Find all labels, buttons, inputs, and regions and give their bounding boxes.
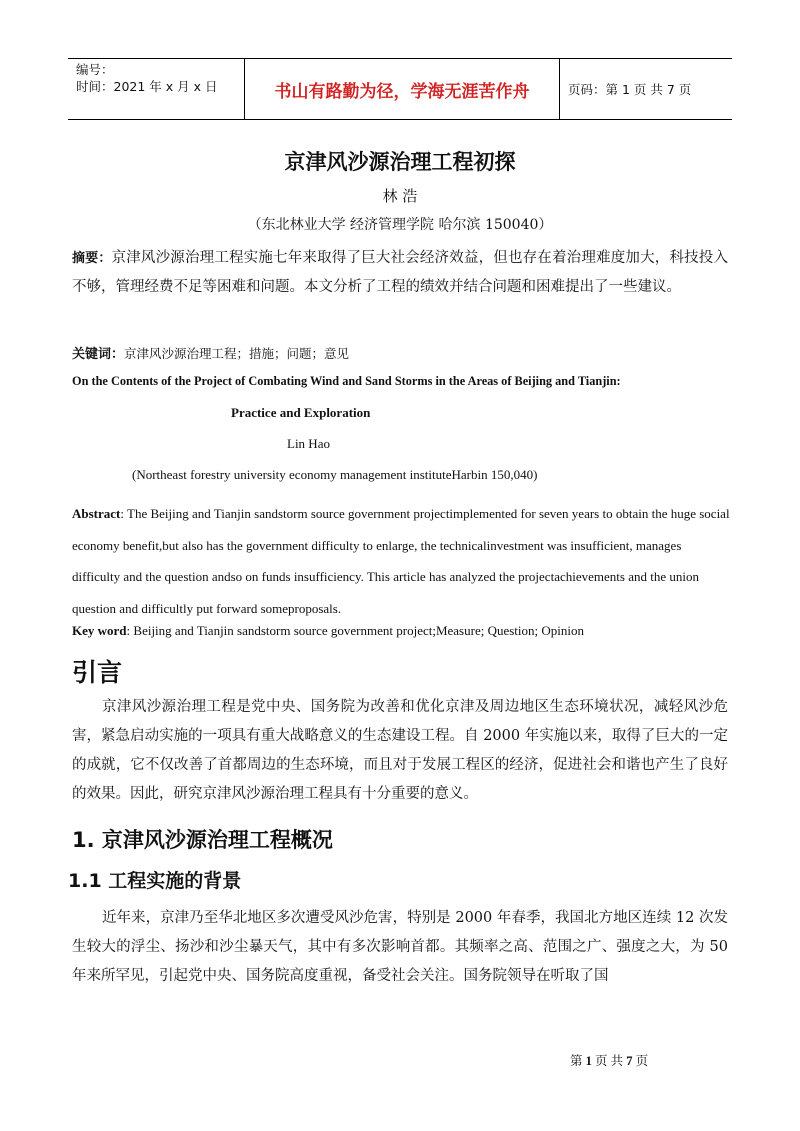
affiliation: （东北林业大学 经济管理学院 哈尔滨 150040）: [247, 217, 553, 233]
english-affiliation: (Northeast forestry university economy management instituteHarbin 150,040): [132, 467, 538, 482]
header-page-info: 页码：第 1 页 共 7 页: [568, 82, 692, 97]
keywords-en-text: : Beijing and Tianjin sandstorm source government project;Measure; Question; Opinion: [126, 623, 584, 638]
intro-heading: 引言: [72, 658, 123, 687]
abstract-cn-label: 摘要：: [72, 251, 112, 266]
section1-heading: 1. 京津风沙源治理工程概况: [72, 828, 333, 852]
keywords-en: [72, 623, 584, 639]
keywords-cn: [72, 343, 728, 362]
header-motto: 书山有路勤为径，学海无涯苦作舟: [244, 59, 560, 119]
intro-paragraph: 京津风沙源治理工程是党中央、国务院为改善和优化京津及周边地区生态环境状况，减轻风沙危害，紧急启动实施的一项具有重大战略意义的生态建设工程。自 2000 年实施以来，取得了巨大的一定的成就，它不仅改善了首都周边的生态环境，而且对于发展工程区的经济，促进社会和谐也产生了良好的效果。因此，研究京津风沙源治理工程具有十分重要的意义。: [72, 699, 728, 802]
page-header: [68, 58, 732, 120]
keywords-cn-label: 关键词：: [72, 347, 125, 362]
abstract-en: [72, 498, 732, 624]
header-number-label: 编号：: [76, 62, 114, 77]
keywords-en-label: Key word: [72, 623, 127, 638]
english-title-line1: On the Contents of the Project of Combating Wind and Sand Storms in the Areas of Beijing and Tianjin:: [72, 374, 621, 388]
abstract-cn-text: 京津风沙源治理工程实施七年来取得了巨大社会经济效益，但也存在着治理难度加大，科技投入不够，管理经费不足等困难和问题。本文分析了工程的绩效并结合问题和困难提出了一些建议。: [72, 250, 728, 295]
english-title-line2: Practice and Exploration: [231, 405, 371, 420]
footer-suffix: 页: [632, 1054, 649, 1068]
footer-prefix: 第: [570, 1054, 586, 1068]
footer-total-pages: 7: [626, 1054, 633, 1068]
footer-middle: 页 共: [591, 1054, 627, 1068]
header-meta: [68, 59, 244, 119]
footer-page-number: 1: [585, 1054, 592, 1068]
author: 林 浩: [382, 187, 418, 205]
page-footer: [570, 1051, 648, 1069]
abstract-en-label: Abstract: [72, 506, 121, 521]
section1-1-paragraph: 近年来，京津乃至华北地区多次遭受风沙危害，特别是 2000 年春季，我国北方地区连续 12 次发生较大的浮尘、扬沙和沙尘暴天气，其中有多次影响首都。其频率之高、范围之广、强度之大，为 50 年来所罕见，引起党中央、国务院高度重视，备受社会关注。国务院领导在听取了国: [72, 910, 728, 984]
section1-1-heading: 1.1 工程实施的背景: [68, 870, 242, 892]
header-time: 时间：2021 年 x 月 x 日: [76, 79, 218, 94]
abstract-en-text: : The Beijing and Tianjin sandstorm source government projectimplemented for seven years to obtain the huge social economy benefit,but also has the government difficulty to enlarge, the technicalinvestment was insufficient, manages difficulty and the question andso on funds insufficiency. This article has analyzed the projectachievements and the union question and difficultly put forward someproposals.: [72, 506, 730, 616]
english-author: Lin Hao: [287, 436, 330, 451]
document-title: 京津风沙源治理工程初探: [284, 150, 516, 174]
abstract-cn: [72, 244, 728, 302]
keywords-cn-text: 京津风沙源治理工程；措施；问题；意见: [124, 346, 350, 361]
